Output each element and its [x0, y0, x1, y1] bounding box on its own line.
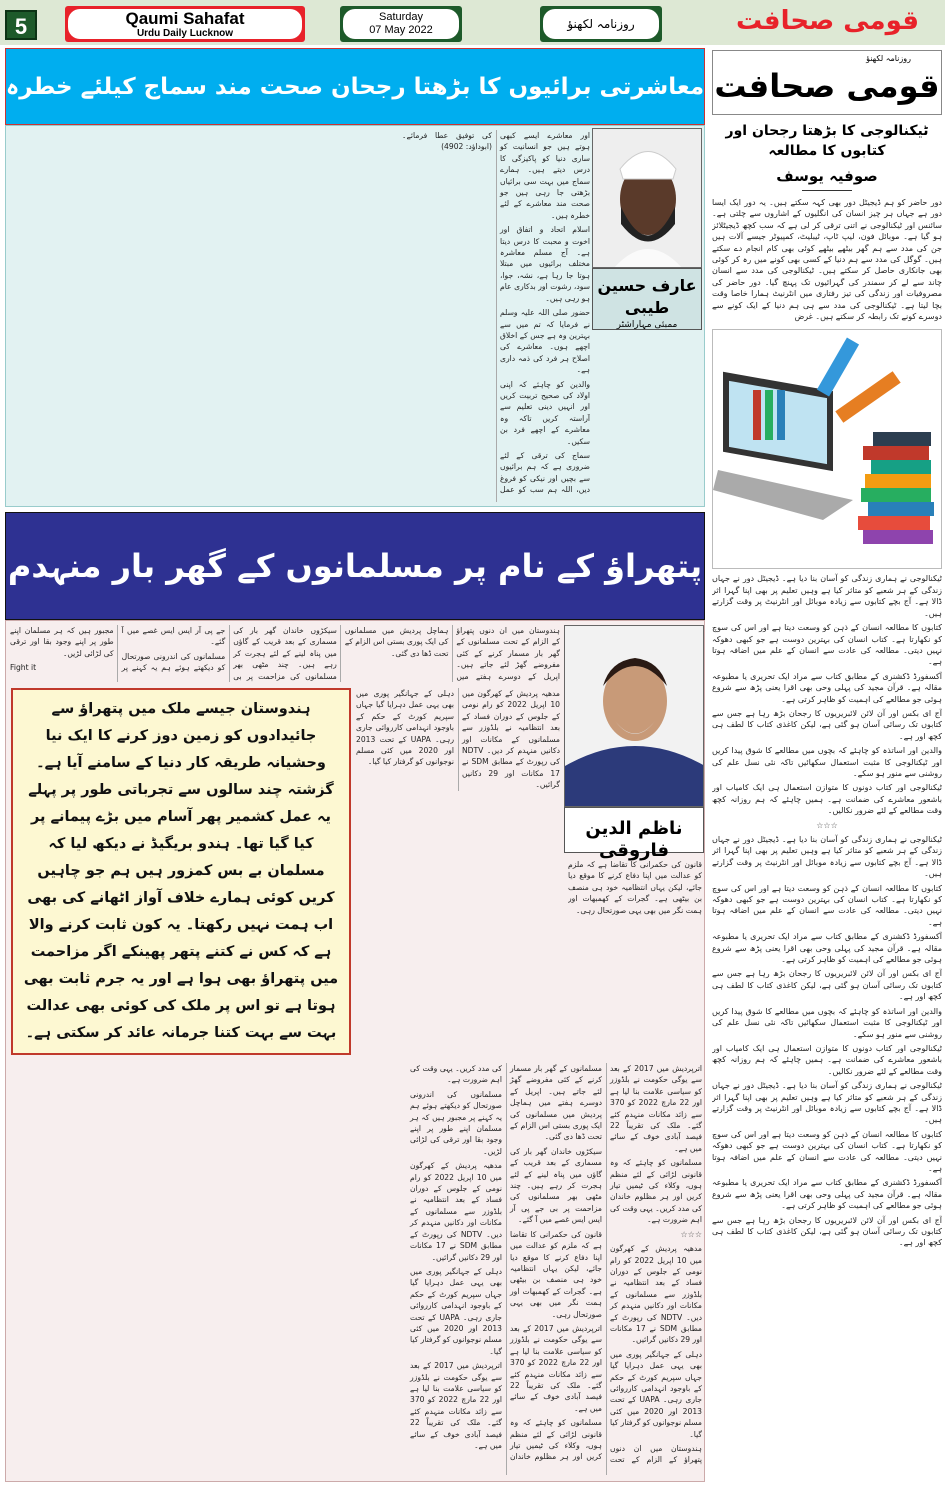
paragraph: اسلام اتحاد و اتفاق اور اخوت و محبت کا درس دیتا ہے۔ آج مسلم معاشرہ مختلف برائیوں میں مبتلا ہوتا جا رہا ہے، نشہ، جوا، سود، رشوت اور بدکاری عام ہو رہی ہیں۔ — [500, 225, 590, 303]
paragraph: اترپردیش میں 2017 کے بعد سے یوگی حکومت نے بلڈوزر کو سیاسی علامت بنا لیا ہے اور 22 مارچ 2022 کو 370 سے زائد مکانات منہدم کئے گئے۔ ملک کی تقریباً 22 فیصد آبادی خوف کے سائے میں ہے۔ — [410, 1361, 503, 1450]
paragraph: والدین اور اساتذہ کو چاہئے کہ بچوں میں مطالعے کا شوق پیدا کریں اور ٹیکنالوجی کا مثبت استعمال سکھائیں تاکہ نئی نسل علم کی روشنی سے منور ہو سکے۔ — [712, 746, 942, 778]
paragraph: ٹیکنالوجی نے ہماری زندگی کو آسان بنا دیا ہے۔ ڈیجیٹل دور نے جہاں زندگی کے ہر شعبے کو متاثر کیا ہے وہیں تعلیم پر بھی اپنا گہرا اثر ڈالا ہے۔ آج بچے کتابوں سے زیادہ موبائل اور انٹرنیٹ پر وقت گزارتے ہیں۔ — [712, 835, 942, 879]
english-title-box — [65, 6, 305, 42]
paragraph: آج ای بکس اور آن لائن لائبریریوں کا رجحان بڑھ رہا ہے جس سے کتابوں تک رسائی آسان ہو گئی ہے، لیکن کاغذی کتاب کا لطف ہی کچھ اور ہے۔ — [712, 1215, 942, 1248]
paragraph: کتابوں کا مطالعہ انسان کے ذہن کو وسعت دیتا ہے اور اس کی سوچ کو نکھارتا ہے۔ کتاب انسان کی بہترین دوست ہے جو کبھی دھوکہ نہیں دیتی۔ مطالعہ کی عادت سے انسان کے علم میں اضافہ ہوتا ہے۔ — [712, 623, 942, 667]
author-caption — [564, 807, 704, 861]
paragraph: مدھیہ پردیش کے کھرگون میں 10 اپریل 2022 کو رام نومی کے جلوس کے دوران فساد کے بعد انتظامیہ نے بلڈوزر سے مسلمانوں کے مکانات اور دکانیں منہدم کر دیں۔ NDTV کی رپورٹ کے مطابق SDM نے 17 مکانات اور 29 دکانیں گرائیں۔ — [410, 1161, 503, 1262]
paragraph: دور حاضر کو ہم ڈیجیٹل دور بھی کہہ سکتے ہیں۔ یہ دور ایک ایسا دور ہے جہاں ہر چیز انسان کی انگلیوں کے اشاروں سے چلتی ہے۔ سائنس اور ٹیکنالوجی نے اتنی ترقی کر لی ہے کہ سب کچھ ڈیجیٹلائز ہو گیا ہے۔ موبائل فون، لیپ ٹاپ، ٹیبلیٹ، کمپیوٹر جیسے آلات ہیں جن کی مدد سے ہم گھر بیٹھے بیٹھے کوئی بھی کام انجام دے سکتے ہیں۔ گوگل کی مدد سے ہم دنیا کے کسی بھی کونے میں رہ کر کوئی بھی جانکاری حاصل کر سکتے ہیں۔ ٹیکنالوجی کی مدد سے انسان چاند سے لے کر سمندر کی گہرائیوں تک پہنچ گیا۔ دور حاضر کی مصروفیات اور زندگی کی تیز رفتاری میں انٹرنیٹ ہمارا خاصا وقت بچا لیتا ہے۔ ٹیکنالوجی کی مدد سے ہی ہم دنیا کے ایک کونے سے دوسرے کونے تک رابطہ کر سکتے ہیں۔ غرض — [712, 198, 942, 322]
english-title: Qaumi Sahafat — [125, 8, 245, 28]
paragraph: آکسفورڈ ڈکشنری کے مطابق کتاب سے مراد ایک تحریری یا مطبوعہ مقالہ ہے۔ قرآن مجید کی پہلی وحی بھی اقرا یعنی پڑھ سے شروع ہوئی جو مطالعے کی اہمیت کو ظاہر کرتی ہے۔ — [712, 671, 942, 704]
sidebar-intro — [712, 197, 942, 325]
paragraph: ٹیکنالوجی نے ہماری زندگی کو آسان بنا دیا ہے۔ ڈیجیٹل دور نے جہاں زندگی کے ہر شعبے کو متاثر کیا ہے وہیں تعلیم پر بھی اپنا گہرا اثر ڈالا ہے۔ آج بچے کتابوں سے زیادہ موبائل اور انٹرنیٹ پر وقت گزارتے ہیں۔ — [712, 574, 942, 618]
paragraph: مسلمانوں کی اندرونی صورتحال کو دیکھتے ہوئے ہم یہ کہنے پر مجبور ہیں کہ ہر مسلمان اپنے طور پر اپنے وجود بقا اور ترقی کی لڑائی لڑیں۔ — [410, 1089, 502, 1156]
article1-headline: معاشرتی برائیوں کا بڑھتا رجحان صحت مند سماج کیلئے خطرہ — [5, 48, 705, 125]
paragraph: کتابوں کا مطالعہ انسان کے ذہن کو وسعت دیتا ہے اور اس کی سوچ کو نکھارتا ہے۔ کتاب انسان کی بہترین دوست ہے جو کبھی دھوکہ نہیں دیتی۔ مطالعہ کی عادت سے انسان کے علم میں اضافہ ہوتا ہے۔ — [712, 883, 942, 927]
paragraph: سیکڑوں خاندان گھر بار کی مسماری کے بعد قریب کے گاؤں میں پناہ لینے کے لئے ہجرت کر رہے ہیں۔ چند مٹھی بھر مسلمانوں کی مزاحمت پر بی جے پی آر ایس ایس غصے میں آ گئے۔ — [121, 626, 337, 681]
paragraph: آکسفورڈ ڈکشنری کے مطابق کتاب سے مراد ایک تحریری یا مطبوعہ مقالہ ہے۔ قرآن مجید کی پہلی وحی بھی اقرا یعنی پڑھ سے شروع ہوئی جو مطالعے کی اہمیت کو ظاہر کرتی ہے۔ — [712, 932, 942, 965]
paragraph: حضور صلی اللہ علیہ وسلم نے فرمایا کہ تم میں سے بہترین وہ ہے جس کے اخلاق اچھے ہوں۔ معاشرے کی اصلاح ہر فرد کی ذمہ داری ہے۔ — [500, 308, 590, 375]
paragraph: ٹیکنالوجی اور کتاب دونوں کا متوازن استعمال ہی ایک کامیاب اور باشعور معاشرے کی ضمانت ہے۔ ہمیں چاہئے کہ ہم روزانہ کچھ وقت مطالعے کے لئے ضرور نکالیں۔ — [712, 1043, 942, 1076]
paragraph: ٹیکنالوجی نے ہماری زندگی کو آسان بنا دیا ہے۔ ڈیجیٹل دور نے جہاں زندگی کے ہر شعبے کو متاثر کیا ہے وہیں تعلیم پر بھی اپنا گہرا اثر ڈالا ہے۔ آج بچے کتابوں سے زیادہ موبائل اور انٹرنیٹ پر وقت گزارتے ہیں۔ — [712, 1081, 942, 1125]
sidebar-masthead — [712, 50, 942, 115]
laptop-books-illustration — [712, 329, 942, 569]
paragraph: ٹیکنالوجی اور کتاب دونوں کا متوازن استعمال ہی ایک کامیاب اور باشعور معاشرے کی ضمانت ہے۔ ہمیں چاہئے کہ ہم روزانہ کچھ وقت مطالعے کے لئے ضرور نکالیں۔ — [712, 783, 942, 816]
paragraph: آکسفورڈ ڈکشنری کے مطابق کتاب سے مراد ایک تحریری یا مطبوعہ مقالہ ہے۔ قرآن مجید کی پہلی وحی بھی اقرا یعنی پڑھ سے شروع ہوئی جو مطالعے کی اہمیت کو ظاہر کرتی ہے۔ — [712, 1178, 942, 1211]
paragraph: والدین اور اساتذہ کو چاہئے کہ بچوں میں مطالعے کا شوق پیدا کریں اور ٹیکنالوجی کا مثبت استعمال سکھائیں تاکہ نئی نسل علم کی روشنی سے منور ہو سکے۔ — [712, 1006, 942, 1039]
paragraph: آج ای بکس اور آن لائن لائبریریوں کا رجحان بڑھ رہا ہے جس سے کتابوں تک رسائی آسان ہو گئی ہے، لیکن کاغذی کتاب کا لطف ہی کچھ اور ہے۔ — [712, 708, 942, 741]
paragraph: ہندوستان میں ان دنوں پتھراؤ کے الزام کے تحت مسلمانوں کے گھر بار مسمار کرنے کے کئی مفروضے گھڑ لئے جاتے ہیں۔ اپریل کے دوسرے ہفتے میں ہماچل پردیش میں مسلمانوں کی ایک پوری بستی اس الزام کے تحت ڈھا دی گئی۔ — [510, 1064, 702, 1465]
page-header — [0, 0, 945, 45]
english-subtitle: Urdu Daily Lucknow — [136, 27, 234, 39]
paragraph: اترپردیش میں 2017 کے بعد سے یوگی حکومت نے بلڈوزر کو سیاسی علامت بنا لیا ہے اور 22 مارچ 2022 کو 370 سے زائد مکانات منہدم کئے گئے۔ ملک کی تقریباً 22 فیصد آبادی خوف کے سائے میں ہے۔ — [610, 1064, 702, 1153]
article2-headline: پتھراؤ کے نام پر مسلمانوں کے گھر بار منہدم — [5, 512, 705, 620]
paragraph: والدین کو چاہئے کہ اپنی اولاد کی صحیح تربیت کریں اور انہیں دینی تعلیم سے آراستہ کریں تاکہ وہ معاشرے کے اچھے فرد بن سکیں۔ — [500, 379, 590, 446]
paragraph: دہلی کے جہانگیر پوری میں بھی یہی عمل دہرایا گیا جہاں سپریم کورٹ کے حکم کے باوجود انہدامی کارروائی جاری رہی۔ UAPA کے تحت 2013 اور 2020 میں کئی مسلم نوجوانوں کو گرفتار کیا گیا۔ — [410, 1266, 502, 1356]
author-place: ممبئی مہاراشٹر — [616, 320, 678, 330]
article1-body — [10, 130, 590, 502]
paragraph: مدھیہ پردیش کے کھرگون میں 10 اپریل 2022 کو رام نومی کے جلوس کے دوران فساد کے بعد انتظامیہ نے بلڈوزر سے مسلمانوں کے مکانات اور دکانیں منہدم کر دیں۔ NDTV کی رپورٹ کے مطابق SDM نے 17 مکانات اور 29 دکانیں گرائیں۔ — [462, 689, 560, 790]
sidebar-author: صوفیہ یوسف — [776, 167, 878, 185]
urdu-label-box — [540, 6, 662, 42]
fight-text: Fight it — [10, 663, 37, 673]
paragraph: مسلمانوں کو چاہئے کہ وہ قانونی لڑائی کے لئے منظم ہوں، وکلاء کی ٹیمیں تیار کریں اور ہر مظلوم خاندان کی مدد کریں۔ یہی وقت کی اہم ضرورت ہے۔ — [410, 1064, 602, 1462]
sidebar-article — [712, 50, 942, 1482]
author-photo — [592, 128, 702, 268]
page-number: 5 — [5, 10, 37, 40]
end-stars: ☆☆☆ — [680, 1229, 702, 1239]
article2-body-top — [10, 625, 560, 682]
paragraph: اترپردیش میں 2017 کے بعد سے یوگی حکومت نے بلڈوزر کو سیاسی علامت بنا لیا ہے اور 22 مارچ 2022 کو 370 سے زائد مکانات منہدم کئے گئے۔ ملک کی تقریباً 22 فیصد آبادی خوف کے سائے میں ہے۔ — [510, 1323, 603, 1413]
article2-body-mid — [356, 688, 560, 791]
paragraph: مسلمانوں کو چاہئے کہ وہ قانونی لڑائی کے لئے منظم ہوں، وکلاء کی ٹیمیں تیار کریں اور ہر مظلوم خاندان کی مدد کریں۔ یہی وقت کی اہم ضرورت ہے۔ — [610, 1158, 702, 1225]
paragraph: قانون کی حکمرانی کا تقاضا ہے کہ ملزم کو عدالت میں اپنا دفاع کرنے کا موقع دیا جائے، لیکن یہاں انتظامیہ خود ہی منصف بن بیٹھی ہے۔ گجرات کے کھمبھات اور ہمت نگر میں بھی یہی صورتحال رہی۔ — [568, 860, 702, 915]
day: Saturday — [378, 11, 424, 23]
article2-body-lower — [10, 1063, 702, 1475]
masthead-city: لکھنؤ — [866, 54, 884, 63]
author-name: ناظم الدین فاروقی — [585, 818, 683, 861]
author-photo — [564, 625, 704, 807]
author-name: عارف حسین طیبی — [597, 276, 697, 317]
paragraph: مسلمانوں کی اندرونی صورتحال کو دیکھتے ہوئے ہم یہ کہنے پر مجبور ہیں کہ ہر مسلمان اپنے طور پر اپنے وجود بقا اور ترقی کی لڑائی لڑیں۔ — [10, 626, 226, 673]
sidebar-headline: ٹیکنالوجی کا بڑھتا رجحان اور کتابوں کا مطالعہ — [725, 123, 929, 159]
article2 — [5, 620, 705, 1482]
paragraph: قانون کی حکمرانی کا تقاضا ہے کہ ملزم کو عدالت میں اپنا دفاع کرنے کا موقع دیا جائے، لیکن یہاں انتظامیہ خود ہی منصف بن بیٹھی ہے۔ گجرات کے کھمبھات اور ہمت نگر میں بھی یہی صورتحال رہی۔ — [510, 1229, 602, 1319]
sidebar-body — [712, 573, 942, 1482]
urdu-label: روزنامہ لکھنؤ — [543, 9, 659, 39]
paragraph: مدھیہ پردیش کے کھرگون میں 10 اپریل 2022 کو رام نومی کے جلوس کے دوران فساد کے بعد انتظامیہ نے بلڈوزر سے مسلمانوں کے مکانات اور دکانیں منہدم کر دیں۔ NDTV کی رپورٹ کے مطابق SDM نے 17 مکانات اور 29 دکانیں گرائیں۔ — [610, 1244, 702, 1345]
paragraph: سماج کی ترقی کے لئے ضروری ہے کہ ہم برائیوں سے بچیں اور نیکی کو فروغ دیں، اللہ ہم سب کو عمل کی توفیق عطا فرمائے۔ (ابوداؤد: 4902) — [402, 131, 590, 495]
paragraph: آج ای بکس اور آن لائن لائبریریوں کا رجحان بڑھ رہا ہے جس سے کتابوں تک رسائی آسان ہو گئی ہے، لیکن کاغذی کتاب کا لطف ہی کچھ اور ہے۔ — [712, 969, 942, 1002]
date-box — [340, 6, 462, 42]
author-caption — [592, 268, 702, 330]
article2-body-side — [568, 859, 702, 919]
date: 07 May 2022 — [369, 24, 433, 36]
end-stars: ☆☆☆ — [816, 820, 838, 830]
paragraph: ہندوستان میں ان دنوں پتھراؤ کے الزام کے تحت مسلمانوں کے گھر بار مسمار کرنے کے کئی مفروضے گھڑ لئے جاتے ہیں۔ اپریل کے دوسرے ہفتے میں ہماچل پردیش میں مسلمانوں کی ایک پوری بستی اس الزام کے تحت ڈھا دی گئی۔ — [344, 626, 560, 681]
paragraph: اور معاشرے ایسے کبھی ہوتے ہیں جو انسانیت کو ساری دنیا کو پاکیزگی کا درس دیتے ہیں۔ ہمارے سماج میں بہت سی برائیاں بڑھتی جا رہی ہیں جو صحت مند معاشرے کے لئے خطرہ ہیں۔ — [500, 131, 590, 220]
paragraph: دہلی کے جہانگیر پوری میں بھی یہی عمل دہرایا گیا جہاں سپریم کورٹ کے حکم کے باوجود انہدامی کارروائی جاری رہی۔ UAPA کے تحت 2013 اور 2020 میں کئی مسلم نوجوانوں کو گرفتار کیا گیا۔ — [610, 1349, 702, 1439]
paragraph: کتابوں کا مطالعہ انسان کے ذہن کو وسعت دیتا ہے اور اس کی سوچ کو نکھارتا ہے۔ کتاب انسان کی بہترین دوست ہے جو کبھی دھوکہ نہیں دیتی۔ مطالعہ کی عادت سے انسان کے علم میں اضافہ ہوتا ہے۔ — [712, 1129, 942, 1173]
paragraph: دہلی کے جہانگیر پوری میں بھی یہی عمل دہرایا گیا جہاں سپریم کورٹ کے حکم کے باوجود انہدامی کارروائی جاری رہی۔ UAPA کے تحت 2013 اور 2020 میں کئی مسلم نوجوانوں کو گرفتار کیا گیا۔ — [356, 689, 455, 767]
masthead-logo: قومی صحافت — [736, 6, 919, 36]
divider — [802, 190, 852, 191]
paragraph: سیکڑوں خاندان گھر بار کی مسماری کے بعد قریب کے گاؤں میں پناہ لینے کے لئے ہجرت کر رہے ہیں۔ چند مٹھی بھر مسلمانوں کی مزاحمت پر بی جے پی آر ایس ایس غصے میں آ گئے۔ — [510, 1146, 602, 1225]
pull-quote: ہندوستان جیسے ملک میں پتھراؤ سے جائیدادوں کو زمین دوز کرنے کا ایک نیا وحشیانہ طریقہ کار دنیا کے سامنے آیا ہے۔ گزشتہ چند سالوں سے تجرباتی طور پر پہلے یہ عمل کشمیر پھر آسام میں بڑے پیمانے پر کیا گیا تھا۔ ہندو بریگیڈ نے دیکھ لیا کہ مسلمان بے بس کمزور ہیں ہم جو چاہیں کریں کوئی ہمارے خلاف آواز اٹھانے کی بھی اب ہمت نہیں رکھتا۔ یہ کون ثابت کرنے والا ہے کہ کس نے کتنے پتھر پھینکے اگر مزاحمت میں پتھراؤ بھی ہوا ہے اور یہ جرم ثابت بھی ہوتا ہے تو اس پر ملک کی کوئی بھی عدالت بہت سے بہت کتنا جرمانہ عائد کر سکتی ہے۔ — [11, 688, 351, 1055]
masthead-small: روزنامہ — [885, 54, 911, 63]
masthead-logo: قومی صحافت — [714, 67, 940, 105]
